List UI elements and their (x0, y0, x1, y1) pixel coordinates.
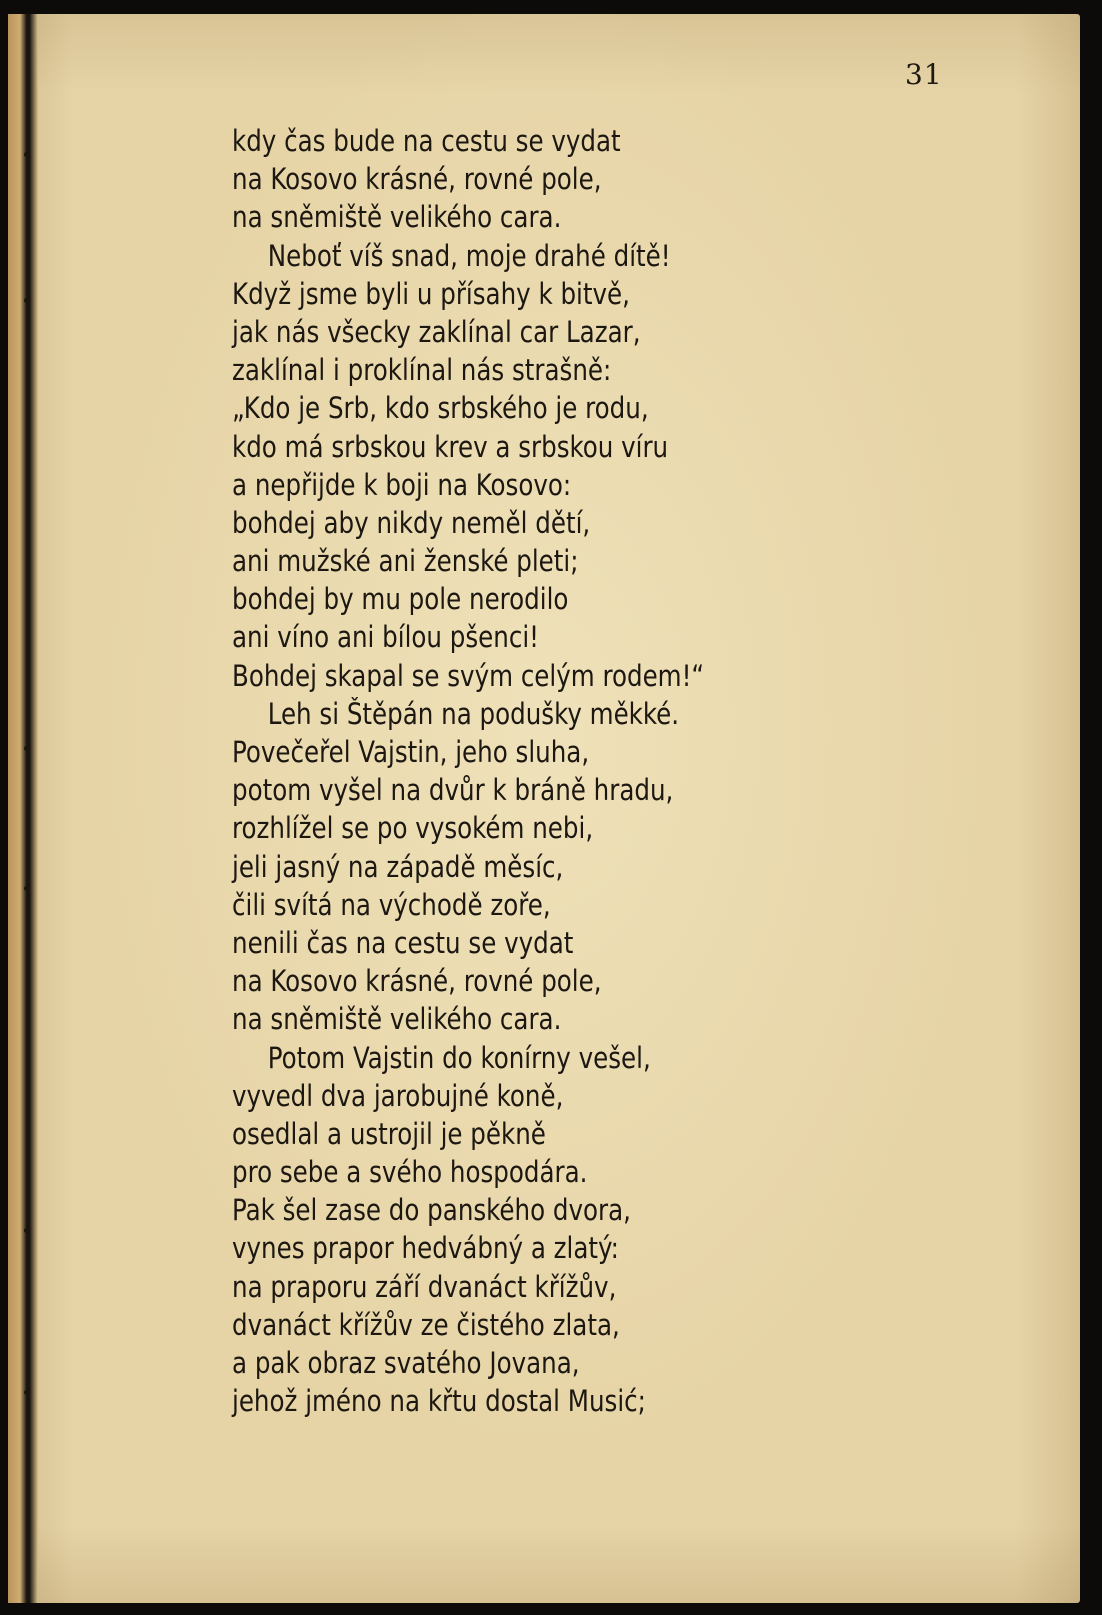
gutter-mark (24, 1228, 29, 1233)
verse-line: osedlal a ustrojil je pěkně (232, 1116, 546, 1151)
verse-text (232, 122, 912, 1420)
verse-line: dvanáct křížův ze čistého zlata, (232, 1307, 620, 1342)
verse-line: na Kosovo krásné, rovné pole, (232, 964, 602, 999)
page-number: 31 (905, 58, 943, 91)
verse-line: Leh si Štěpán na podušky měkké. (267, 696, 680, 731)
verse-line: ani mužské ani ženské pleti; (232, 544, 579, 579)
verse-line: Bohdej skapal se svým celým rodem!“ (232, 658, 705, 693)
gutter-mark (24, 1390, 29, 1395)
verse-line: jehož jméno na křtu dostal Musić; (232, 1384, 646, 1419)
verse-line: rozhlížel se po vysokém nebi, (232, 811, 594, 846)
verse-line: zaklínal i proklínal nás strašně: (232, 353, 612, 388)
binding-gutter (8, 14, 38, 1603)
gutter-mark (24, 298, 29, 303)
verse-line: bohdej aby nikdy neměl dětí, (232, 505, 591, 540)
gutter-mark (24, 746, 29, 751)
verse-line: vyvedl dva jarobujné koně, (232, 1078, 564, 1113)
verse-line: a nepřijde k boji na Kosovo: (232, 467, 572, 502)
verse-line: bohdej by mu pole nerodilo (232, 582, 569, 617)
verse-line: kdo má srbskou krev a srbskou víru (232, 429, 669, 464)
verse-line: nenili čas na cestu se vydat (232, 925, 574, 960)
gutter-mark (24, 152, 29, 157)
gutter-mark (24, 886, 29, 891)
verse-line: Když jsme byli u přísahy k bitvě, (232, 276, 630, 311)
verse-line: na sněmiště velikého cara. (232, 1002, 562, 1037)
verse-line: potom vyšel na dvůr k bráně hradu, (232, 773, 674, 808)
verse-line: jak nás všecky zaklínal car Lazar, (232, 314, 641, 349)
verse-line: pro sebe a svého hospodára. (232, 1155, 588, 1190)
verse-line: Potom Vajstin do konírny vešel, (267, 1040, 651, 1075)
verse-line: ani víno ani bílou pšenci! (232, 620, 540, 655)
verse-line: na sněmiště velikého cara. (232, 200, 562, 235)
verse-line: jeli jasný na západě měsíc, (232, 849, 564, 884)
verse-line: vynes prapor hedvábný a zlatý: (232, 1231, 619, 1266)
verse-line: Pak šel zase do panského dvora, (232, 1193, 631, 1228)
verse-line: Neboť víš snad, moje drahé dítě! (267, 238, 671, 273)
verse-line: Povečeřel Vajstin, jeho sluha, (232, 735, 590, 769)
verse-line: „Kdo je Srb, kdo srbského je rodu, (232, 391, 649, 426)
verse-line: kdy čas bude na cestu se vydat (232, 124, 621, 158)
verse-line: čili svítá na východě zoře, (232, 887, 551, 922)
verse-line: a pak obraz svatého Jovana, (232, 1346, 580, 1380)
verse-line: na Kosovo krásné, rovné pole, (232, 162, 602, 197)
verse-line: na praporu září dvanáct křížův, (232, 1269, 617, 1304)
